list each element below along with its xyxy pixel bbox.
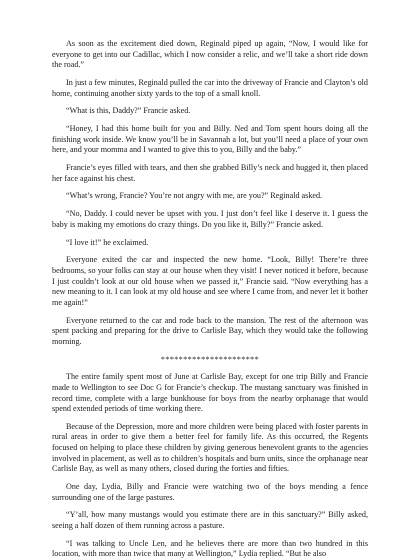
body-text (52, 39, 368, 560)
paragraph: “I was talking to Uncle Len, and he believes there are more than two hundred in this location, with more than twice that many at Wellington,” Lydia replied. “But he also (52, 538, 368, 559)
paragraph: “No, Daddy. I could never be upset with you. I just don’t feel like I deserve it. I guess the baby is making my emotions do crazy things. Do you like it, Billy?” Francie asked. (52, 209, 368, 229)
paragraph: Everyone returned to the car and rode back to the mansion. The rest of the afternoon was spent packing and preparing for the drive to Carlisle Bay, which they would take the following morning. (52, 315, 368, 346)
paragraph: “Y’all, how many mustangs would you estimate there are in this sanctuary?” Billy asked, seeing a half dozen of them running across a pasture. (52, 510, 368, 530)
paragraph: “What’s wrong, Francie? You’re not angry with me, are you?” Reginald asked. (66, 191, 323, 201)
paragraph: In just a few minutes, Reginald pulled the car into the driveway of Francie and Clayton’s old home, continuing another sixty yards to the top of a small knoll. (52, 77, 368, 98)
paragraph: Francie’s eyes filled with tears, and then she grabbed Billy’s neck and hugged it, then placed her face against his chest. (52, 163, 368, 183)
paragraph: “Honey, I had this home built for you and Billy. Ned and Tom spent hours doing all the finishing work inside. We know you’ll be in Savannah a lot, but you’ll need a place of your own here, and your momma and I wanted to give this to you, Billy and the baby.” (52, 124, 368, 155)
paragraph: “What is this, Daddy?” Francie asked. (66, 106, 191, 116)
paragraph: Everyone exited the car and inspected the new home. “Look, Billy! There’re three bedrooms, so your folks can stay at our house when they visit! I never noticed it before, because I just couldn’t look at our old house when we passed it,” Francie said. “Now everything has a new meaning to it. I can look at my old house and see where I came from, and never let it bother me again!” (52, 255, 368, 307)
paragraph: The entire family spent most of June at Carlisle Bay, except for one trip Billy and Francie made to Wellington to see Doc G for Francie’s checkup. The mustang sanctuary was finished in record time, complete with a large bunkhouse for boys from the nearby orphanage that would spend extended periods of time working there. (52, 372, 368, 414)
paragraph: One day, Lydia, Billy and Francie were watching two of the boys mending a fence surrounding one of the large pastures. (52, 482, 368, 502)
paragraph: As soon as the excitement died down, Reginald piped up again, “Now, I would like for everyone to get into our Cadillac, which I now consider a relic, and we’ll take a short ride down the road.” (52, 39, 368, 70)
paragraph: Because of the Depression, more and more children were being placed with foster parents in rural areas in order to give them a better feel for family life. As this occurred, the Regents focused on helping to place these children by giving generous benevolent grants to the agencies involved in placement, as well as to children’s hospitals and burn units, since the orphanage near Carlisle Bay, as well as many others, closed during the forties and fifties. (52, 421, 368, 474)
section-separator: ********************** (160, 354, 260, 364)
paragraph: “I love it!” he exclaimed. (66, 237, 149, 247)
